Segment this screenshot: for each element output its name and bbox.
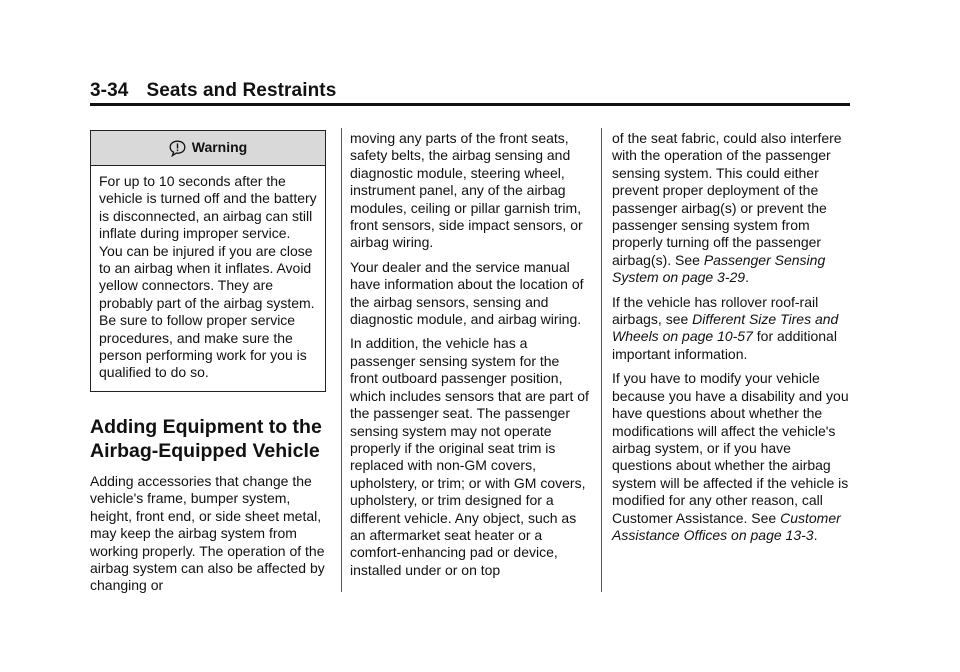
- section-title: Adding Equipment to the Airbag-Equipped Vehicle: [90, 415, 322, 462]
- paragraph-text: .: [745, 269, 749, 286]
- paragraph: [612, 294, 854, 364]
- paragraph: moving any parts of the front seats, safety belts, the airbag sensing and diagnostic module, steering wheel, instrument panel, any of the airbag modules, ceiling or pillar garnish trim, front sensors, side impact sensors, or airbag wiring.: [350, 130, 583, 251]
- warning-box: [90, 130, 326, 392]
- page-number: 3-34: [90, 80, 129, 101]
- paragraph: [612, 370, 854, 544]
- paragraph: Your dealer and the service manual have information about the location of the airbag sensors, sensing and diagnostic module, and airbag wiring.: [350, 258, 584, 328]
- header-rule: [90, 103, 850, 106]
- warning-text: For up to 10 seconds after the vehicle is turned off and the battery is disconnected, an airbag can still inflate during improper service. You can be injured if you are close to an airbag when it inflates. Avoid yellow connectors. They are probably part of the airbag system. Be sure to follow proper service procedures, and make sure the person performing work for you is qualified to do so.: [99, 173, 317, 381]
- paragraph-text: for additional important information.: [612, 328, 837, 362]
- cross-reference: Customer Assistance Offices on page 13-3: [612, 509, 841, 543]
- warning-speech-bubble-icon: [169, 140, 186, 157]
- paragraph-text: of the seat fabric, could also interfere with the operation of the passenger sensing system. This could either prevent proper deployment of the passenger airbag(s) or prevent the passenger sensing system from properly turning off the passenger airbag(s). See: [612, 130, 842, 268]
- warning-title: Warning: [191, 139, 248, 156]
- column-1: [90, 130, 332, 602]
- column-divider: [341, 128, 342, 592]
- paragraph-text: If the vehicle has rollover roof-rail airbags, see: [612, 293, 819, 328]
- column-divider: [601, 128, 602, 592]
- warning-header: [91, 131, 325, 166]
- paragraph-text: If you have to modify your vehicle because you have a disability and you have questions about whether the modifications will affect the vehicle's airbag system, or if you have questions about whether the airbag system will be affected if the vehicle is modified for any other reason, call Customer Assistance. See: [612, 370, 849, 526]
- paragraph: In addition, the vehicle has a passenger sensing system for the front outboard passenger position, which includes sensors that are part of the passenger seat. The passenger sensing system may not operate properly if the original seat trim is replaced with non-GM covers, upholstery, or trim; or with GM covers, upholstery, or trim designed for a different vehicle. Any object, such as an aftermarket seat heater or a comfort-enhancing pad or device, installed under or on top: [350, 335, 589, 578]
- paragraph-text: .: [813, 526, 818, 543]
- cross-reference: Different Size Tires and Wheels on page 10-57: [612, 311, 839, 345]
- chapter-title: Seats and Restraints: [146, 80, 337, 101]
- column-3: [612, 130, 854, 551]
- page-header: [90, 80, 336, 102]
- cross-reference: Passenger Sensing System on page 3-29: [612, 251, 826, 286]
- paragraph: [612, 130, 854, 287]
- section-intro: Adding accessories that change the vehicle's frame, bumper system, height, front end, or side sheet metal, may keep the airbag system from working properly. The operation of the airbag system can also be affected by changing or: [90, 472, 325, 594]
- column-2: [350, 130, 591, 586]
